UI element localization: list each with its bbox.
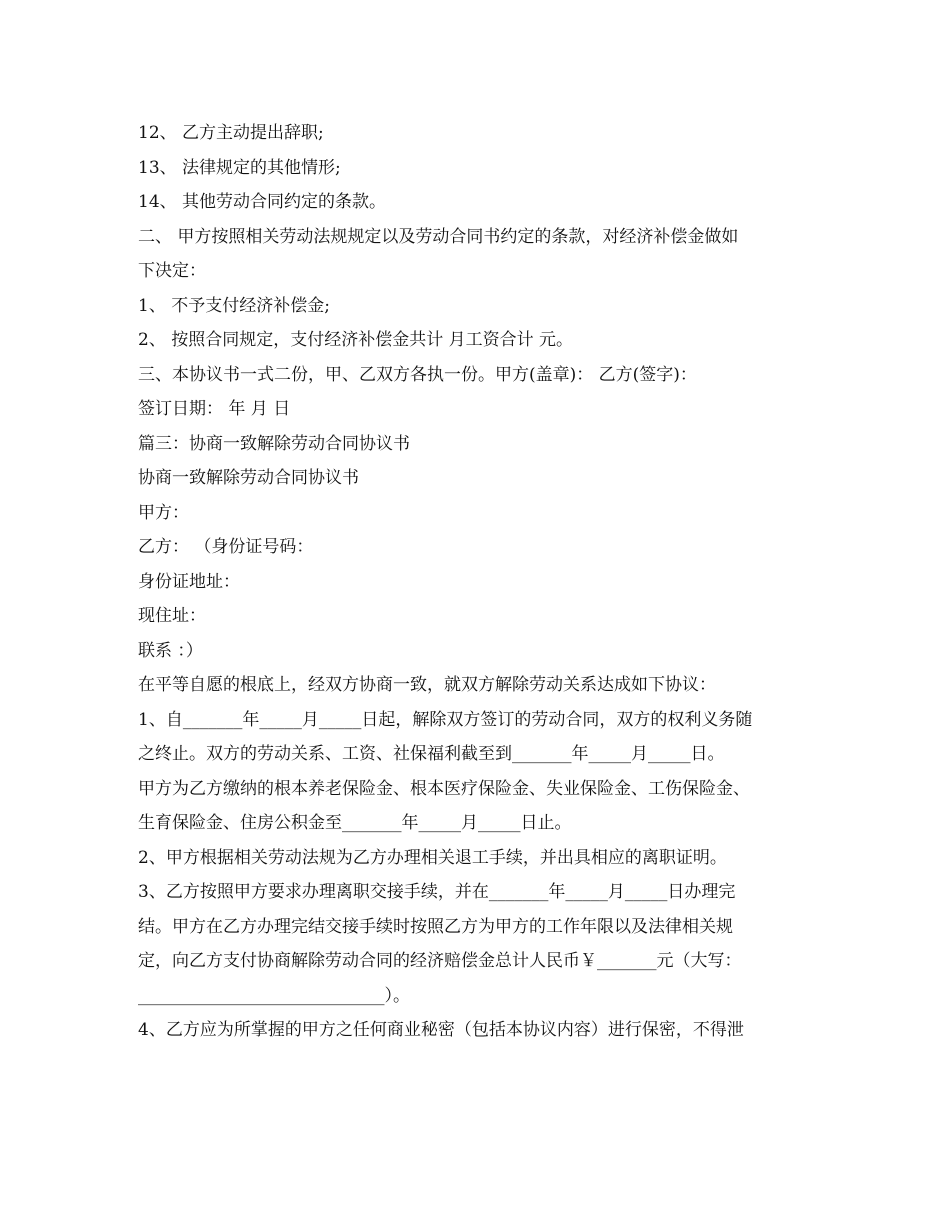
text-line: 之终止。双方的劳动关系、工资、社保福利截至到_______年_____月_____日。 [138, 744, 725, 764]
text-line: 3、乙方按照甲方要求办理离职交接手续，并在_______年_____月_____日办理完 [138, 882, 736, 902]
text-line: 4、乙方应为所掌握的甲方之任何商业秘密（包括本协议内容）进行保密，不得泄 [138, 1020, 744, 1040]
text-line: 三、本协议书一式二份，甲、乙双方各执一份。甲方(盖章)： 乙方(签字)： [138, 364, 697, 385]
text-line: 签订日期： 年 月 日 [138, 399, 291, 419]
text-line: 1、自_______年_____月_____日起，解除双方签订的劳动合同，双方的权利义务随 [138, 709, 753, 730]
text-line: 2、甲方根据相关劳动法规为乙方办理相关退工手续，并出具相应的离职证明。 [138, 847, 727, 868]
text-line: 甲方： [138, 502, 189, 523]
text-line: 现住址： [138, 606, 206, 626]
text-line: 生育保险金、住房公积金至_______年_____月_____日止。 [138, 813, 572, 833]
text-line: 1、 不予支付经济补偿金; [138, 295, 330, 316]
document-body [138, 116, 818, 1048]
text-line: 二、 甲方按照相关劳动法规规定以及劳动合同书约定的条款，对经济补偿金做如 [138, 226, 739, 247]
text-line: 结。甲方在乙方办理完结交接手续时按照乙方为甲方的工作年限以及法律相关规 [138, 916, 733, 937]
text-line: 14、 其他劳动合同约定的条款。 [138, 192, 387, 212]
text-line: 身份证地址： [138, 571, 240, 592]
text-line: _____________________________）。 [138, 985, 410, 1006]
text-line: 定，向乙方支付协商解除劳动合同的经济赔偿金总计人民币￥_______元（大写： [138, 951, 742, 971]
text-line: 下决定： [138, 261, 206, 281]
document-title: 协商一致解除劳动合同协议书 [138, 468, 359, 488]
text-line: 在平等自愿的根底上，经双方协商一致，就双方解除劳动关系达成如下协议： [138, 675, 716, 695]
text-line: 12、 乙方主动提出辞职; [138, 123, 324, 143]
text-line: 联系 ：） [138, 640, 203, 661]
text-line: 2、 按照合同规定，支付经济补偿金共计 月工资合计 元。 [138, 330, 574, 350]
section-heading: 篇三：协商一致解除劳动合同协议书 [138, 433, 410, 454]
text-line: 甲方为乙方缴纳的根本养老保险金、根本医疗保险金、失业保险金、工伤保险金、 [138, 778, 750, 799]
text-line: 13、 法律规定的其他情形; [138, 157, 341, 178]
text-line: 乙方： （身份证号码： [138, 537, 314, 557]
